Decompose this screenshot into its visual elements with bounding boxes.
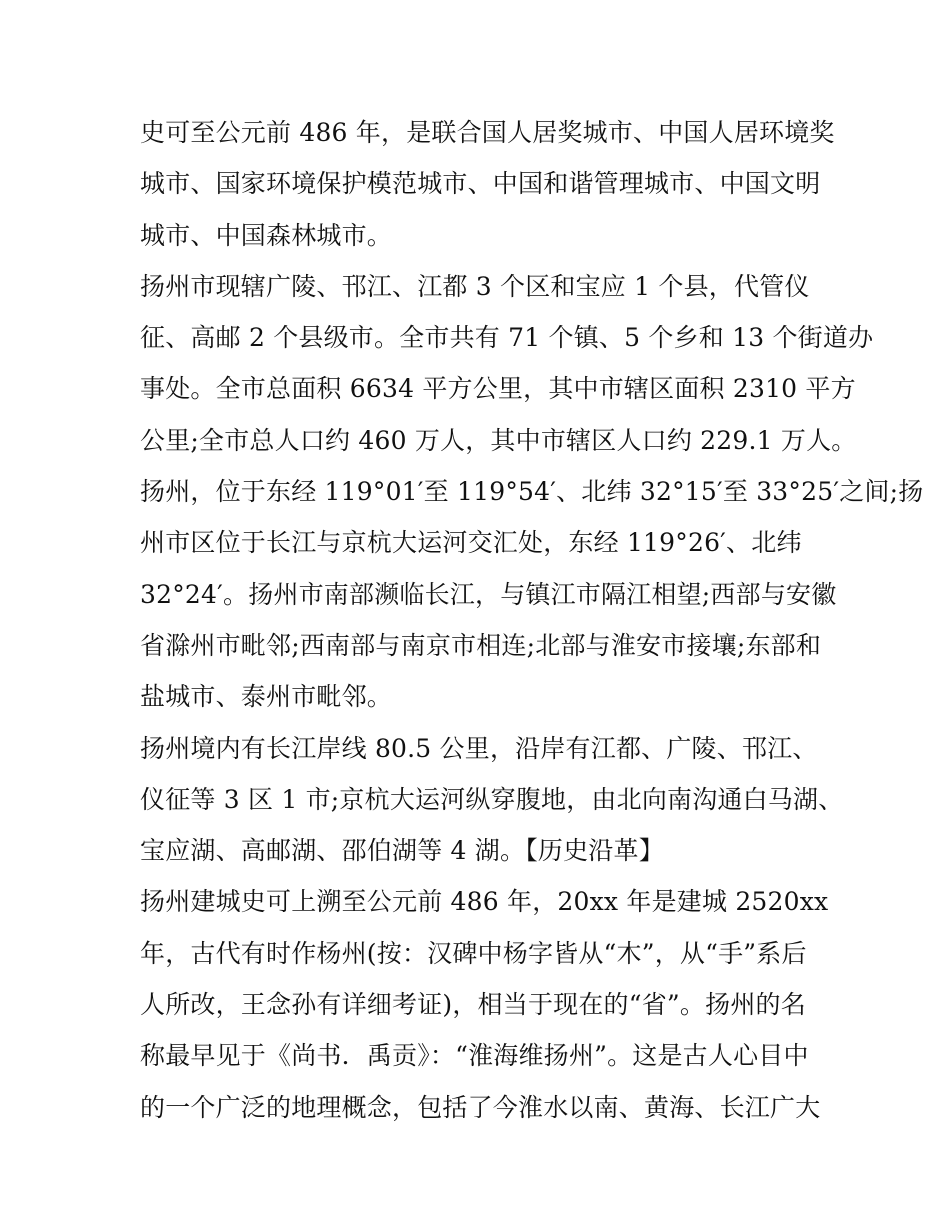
text-line: 人所改，王念孙有详细考证)，相当于现在的“省”。扬州的名 [140,990,806,1020]
text-line: 事处。全市总面积 6634 平方公里，其中市辖区面积 2310 平方 [140,374,856,404]
text-line: 省滁州市毗邻;西南部与南京市相连;北部与淮安市接壤;东部和 [140,630,822,660]
text-line: 扬州建城史可上溯至公元前 486 年，20xx 年是建城 2520xx [140,887,829,917]
text-line: 的一个广泛的地理概念，包括了今淮水以南、黄海、长江广大 [140,1092,821,1122]
text-line: 扬州市现辖广陵、邗江、江都 3 个区和宝应 1 个县，代管仪 [140,271,810,301]
text-line: 宝应湖、高邮湖、邵伯湖等 4 湖。【历史沿革】 [140,836,664,866]
text-line: 32°24′。扬州市南部濒临长江，与镇江市隔江相望;西部与安徽 [140,579,837,609]
text-line: 城市、中国森林城市。 [140,220,393,250]
text-line: 扬州境内有长江岸线 80.5 公里，沿岸有江都、广陵、邗江、 [140,733,818,763]
text-line: 征、高邮 2 个县级市。全市共有 71 个镇、5 个乡和 13 个街道办 [140,323,874,353]
document-body [140,107,924,1133]
text-line: 扬州，位于东经 119°01′至 119°54′、北纬 32°15′至 33°25′之间;扬 [140,477,924,507]
text-line: 称最早见于《尚书．禹贡》：“淮海维扬州”。这是古人心目中 [140,1041,809,1071]
text-line: 州市区位于长江与京杭大运河交汇处，东经 119°26′、北纬 [140,528,802,558]
text-line: 年，古代有时作杨州(按：汉碑中杨字皆从“木”，从“手”系后 [140,938,807,968]
text-line: 盐城市、泰州市毗邻。 [140,682,393,712]
text-line: 公里;全市总人口约 460 万人，其中市辖区人口约 229.1 万人。 [140,425,857,455]
text-line: 仪征等 3 区 1 市;京杭大运河纵穿腹地，由北向南沟通白马湖、 [140,784,844,814]
text-line: 史可至公元前 486 年，是联合国人居奖城市、中国人居环境奖 [140,118,835,147]
text-line: 城市、国家环境保护模范城市、中国和谐管理城市、中国文明 [140,169,821,199]
